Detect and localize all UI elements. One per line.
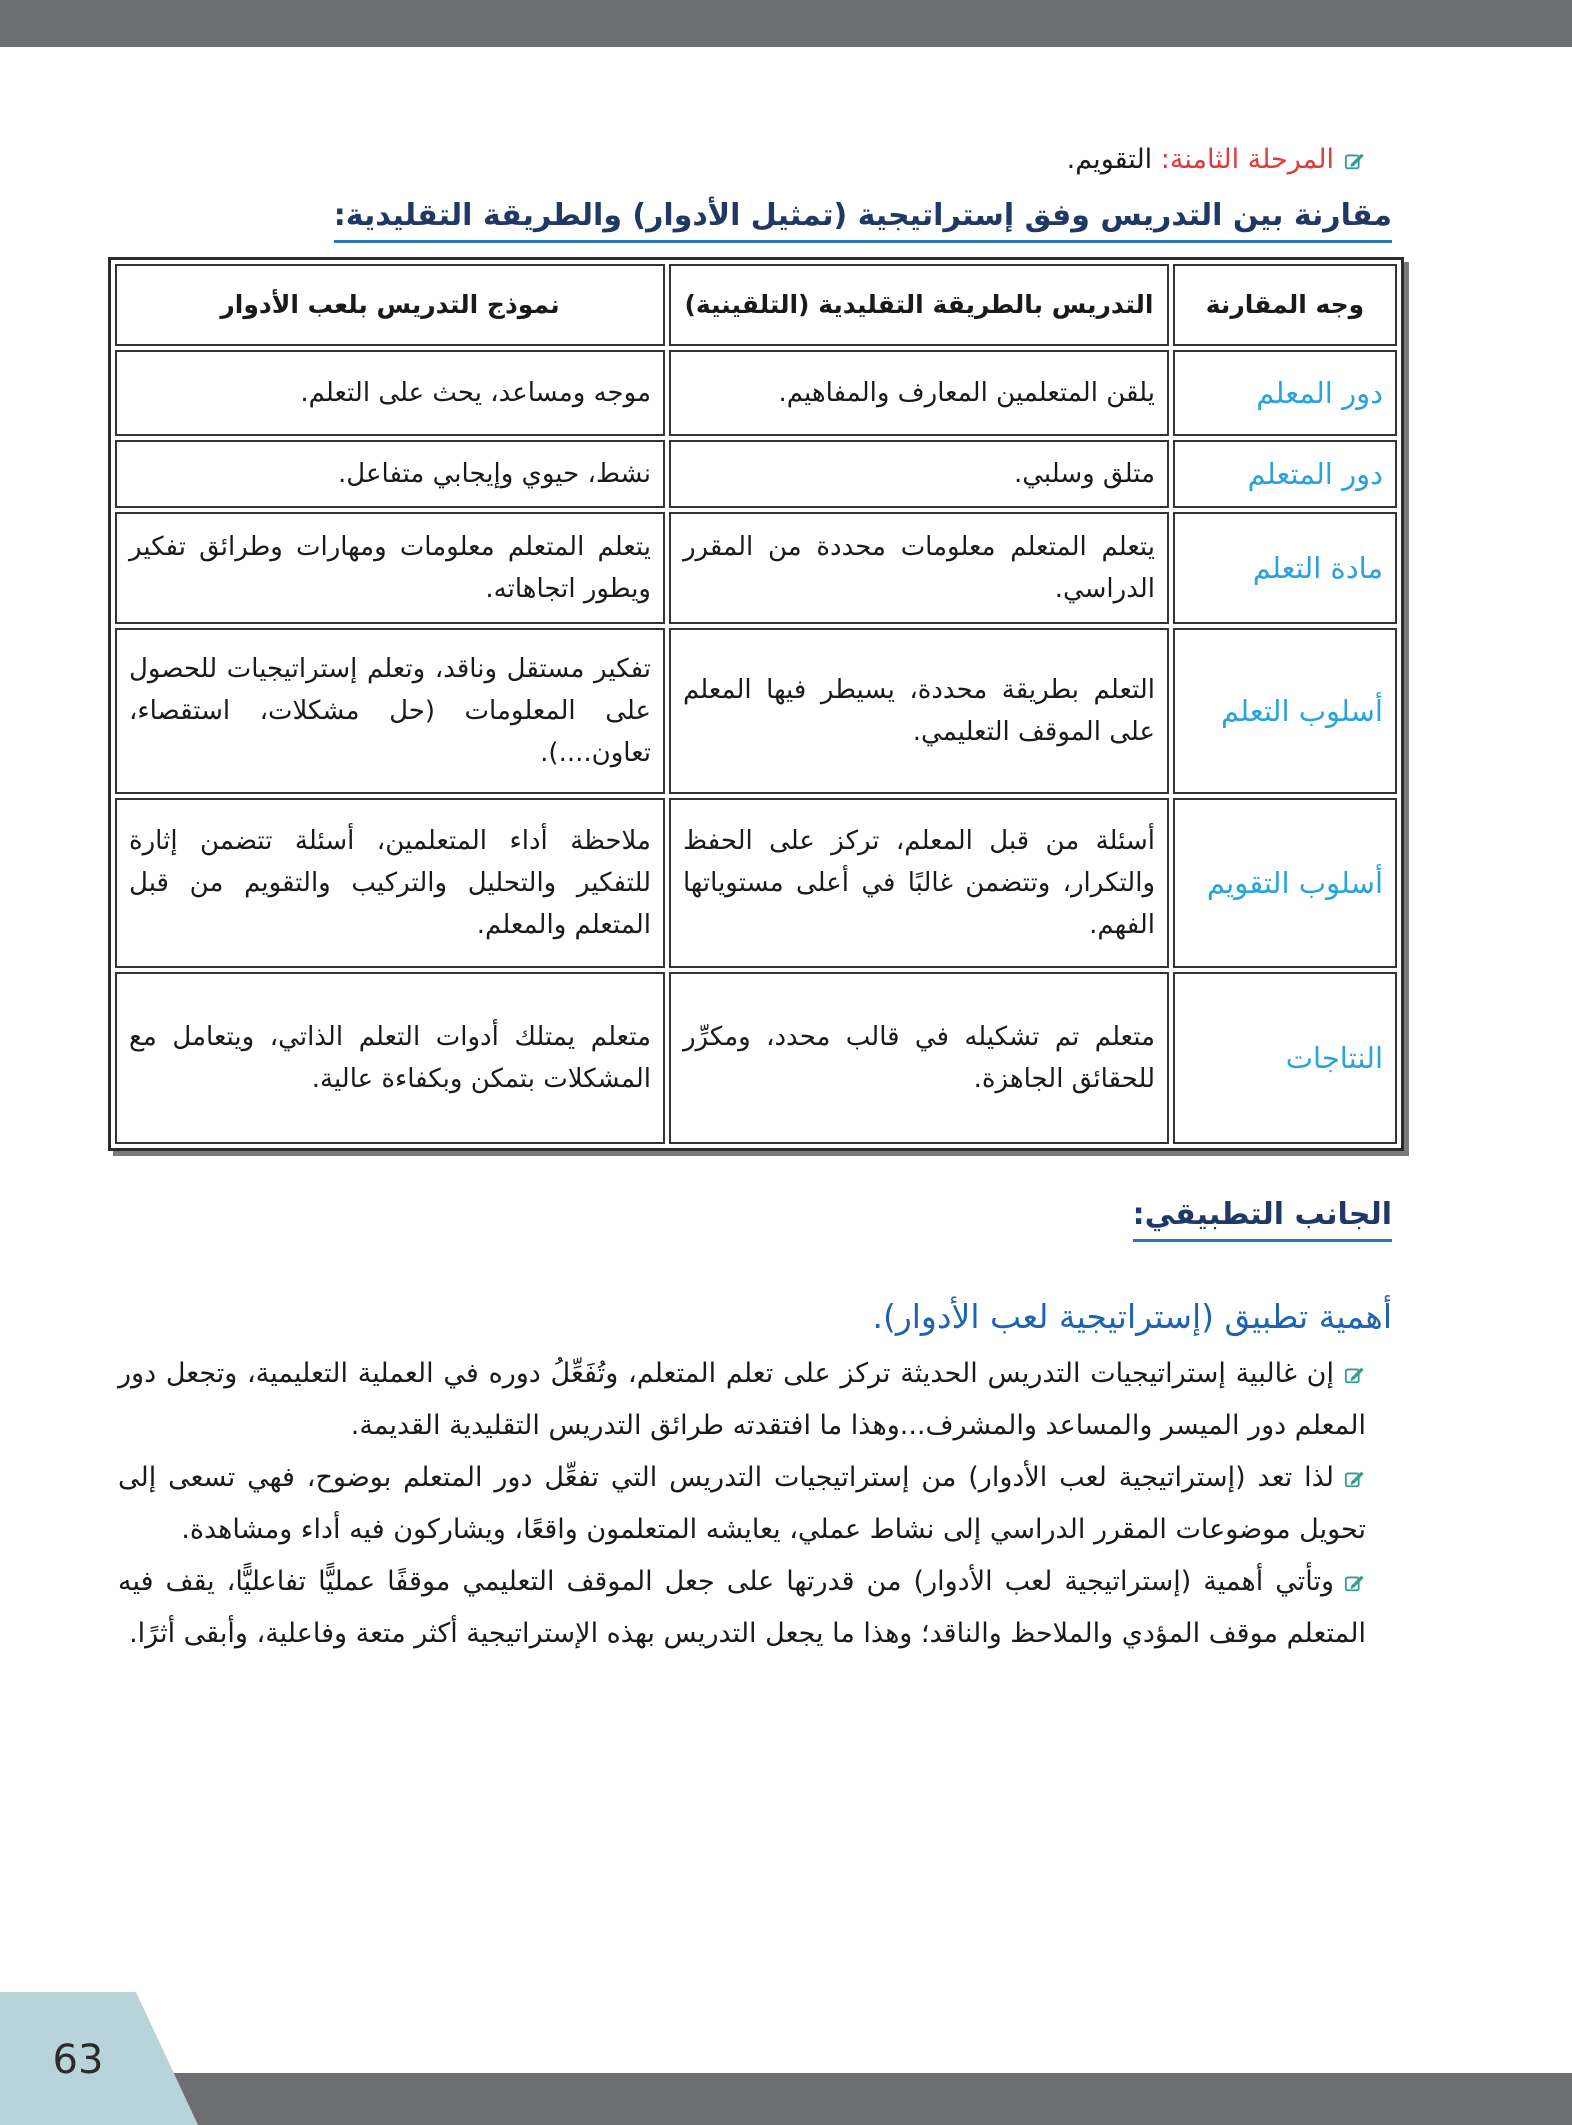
- traditional-cell: يتعلم المتعلم معلومات محددة من المقرر الدراسي.: [669, 512, 1169, 624]
- header-aspect: وجه المقارنة: [1173, 264, 1397, 346]
- bullet-item: [108, 1556, 1404, 1660]
- page-content: [108, 140, 1404, 1660]
- table-row: [115, 798, 1397, 968]
- aspect-cell: أسلوب التقويم: [1173, 798, 1397, 968]
- role-play-cell: تفكير مستقل وناقد، وتعلم إستراتيجيات للحصول على المعلومات (حل مشكلات، استقصاء، تعاون....).: [115, 628, 665, 794]
- bullet-list: [108, 1348, 1404, 1660]
- role-play-cell: يتعلم المتعلم معلومات ومهارات وطرائق تفكير ويطور اتجاهاته.: [115, 512, 665, 624]
- pencil-note-icon: [1344, 1467, 1366, 1489]
- traditional-cell: التعلم بطريقة محددة، يسيطر فيها المعلم على الموقف التعليمي.: [669, 628, 1169, 794]
- bullet-text: وتأتي أهمية (إستراتيجية لعب الأدوار) من قدرتها على جعل الموقف التعليمي موقفًا عمليًّا تفاعليًّا، يقف فيه المتعلم موقف المؤدي والملاحظ والناقد؛ وهذا ما يجعل التدريس بهذه الإستراتيجية أكثر متعة وفاعلية، وأبقى أثرًا.: [118, 1566, 1366, 1649]
- aspect-cell: النتاجات: [1173, 972, 1397, 1144]
- bullet-item: [108, 1348, 1404, 1452]
- role-play-cell: نشط، حيوي وإيجابي متفاعل.: [115, 440, 665, 508]
- stage-value: التقويم.: [1066, 144, 1153, 175]
- traditional-cell: متعلم تم تشكيله في قالب محدد، ومكرِّر للحقائق الجاهزة.: [669, 972, 1169, 1144]
- bullet-text: لذا تعد (إستراتيجية لعب الأدوار) من إستراتيجيات التدريس التي تفعِّل دور المتعلم بوضوح، فهي تسعى إلى تحويل موضوعات المقرر الدراسي إلى نشاط عملي، يعايشه المتعلمون واقعًا، ويشاركون فيه أداء ومشاهدة.: [118, 1462, 1366, 1545]
- table-row: [115, 628, 1397, 794]
- comparison-heading-wrap: [108, 194, 1404, 243]
- aspect-cell: دور المعلم: [1173, 350, 1397, 436]
- practical-heading-wrap: [108, 1193, 1404, 1242]
- bullet-text: إن غالبية إستراتيجيات التدريس الحديثة تركز على تعلم المتعلم، وتُفَعِّلُ دوره في العملية التعليمية، وتجعل دور المعلم دور الميسر والمساعد والمشرف...وهذا ما افتقدته طرائق التدريس التقليدية القديمة.: [118, 1358, 1366, 1441]
- table-row: [115, 350, 1397, 436]
- aspect-cell: مادة التعلم: [1173, 512, 1397, 624]
- header-role-play: نموذج التدريس بلعب الأدوار: [115, 264, 665, 346]
- pencil-note-icon: [1344, 149, 1366, 171]
- role-play-cell: موجه ومساعد، يحث على التعلم.: [115, 350, 665, 436]
- header-traditional: التدريس بالطريقة التقليدية (التلقينية): [669, 264, 1169, 346]
- table-header-row: [115, 264, 1397, 346]
- table-row: [115, 440, 1397, 508]
- bullet-item: [108, 1452, 1404, 1556]
- top-header-bar: [0, 0, 1572, 47]
- comparison-heading: مقارنة بين التدريس وفق إستراتيجية (تمثيل الأدوار) والطريقة التقليدية:: [334, 194, 1392, 243]
- comparison-table: [108, 257, 1404, 1151]
- traditional-cell: متلق وسلبي.: [669, 440, 1169, 508]
- pencil-note-icon: [1344, 1571, 1366, 1593]
- stage-label: المرحلة الثامنة:: [1160, 144, 1334, 175]
- page-number: 63: [52, 2037, 104, 2083]
- stage-line: [108, 140, 1404, 180]
- aspect-cell: أسلوب التعلم: [1173, 628, 1397, 794]
- role-play-cell: ملاحظة أداء المتعلمين، أسئلة تتضمن إثارة للتفكير والتحليل والتركيب والتقويم من قبل المتعلم والمعلم.: [115, 798, 665, 968]
- bottom-footer-bar: [0, 2073, 1572, 2125]
- role-play-cell: متعلم يمتلك أدوات التعلم الذاتي، ويتعامل مع المشكلات بتمكن وبكفاءة عالية.: [115, 972, 665, 1144]
- traditional-cell: يلقن المتعلمين المعارف والمفاهيم.: [669, 350, 1169, 436]
- aspect-cell: دور المتعلم: [1173, 440, 1397, 508]
- table-row: [115, 972, 1397, 1144]
- importance-title: أهمية تطبيق (إستراتيجية لعب الأدوار).: [872, 1297, 1392, 1336]
- pencil-note-icon: [1344, 1363, 1366, 1385]
- traditional-cell: أسئلة من قبل المعلم، تركز على الحفظ والتكرار، وتتضمن غالبًا في أعلى مستوياتها الفهم.: [669, 798, 1169, 968]
- table-row: [115, 512, 1397, 624]
- practical-heading: الجانب التطبيقي:: [1133, 1193, 1392, 1242]
